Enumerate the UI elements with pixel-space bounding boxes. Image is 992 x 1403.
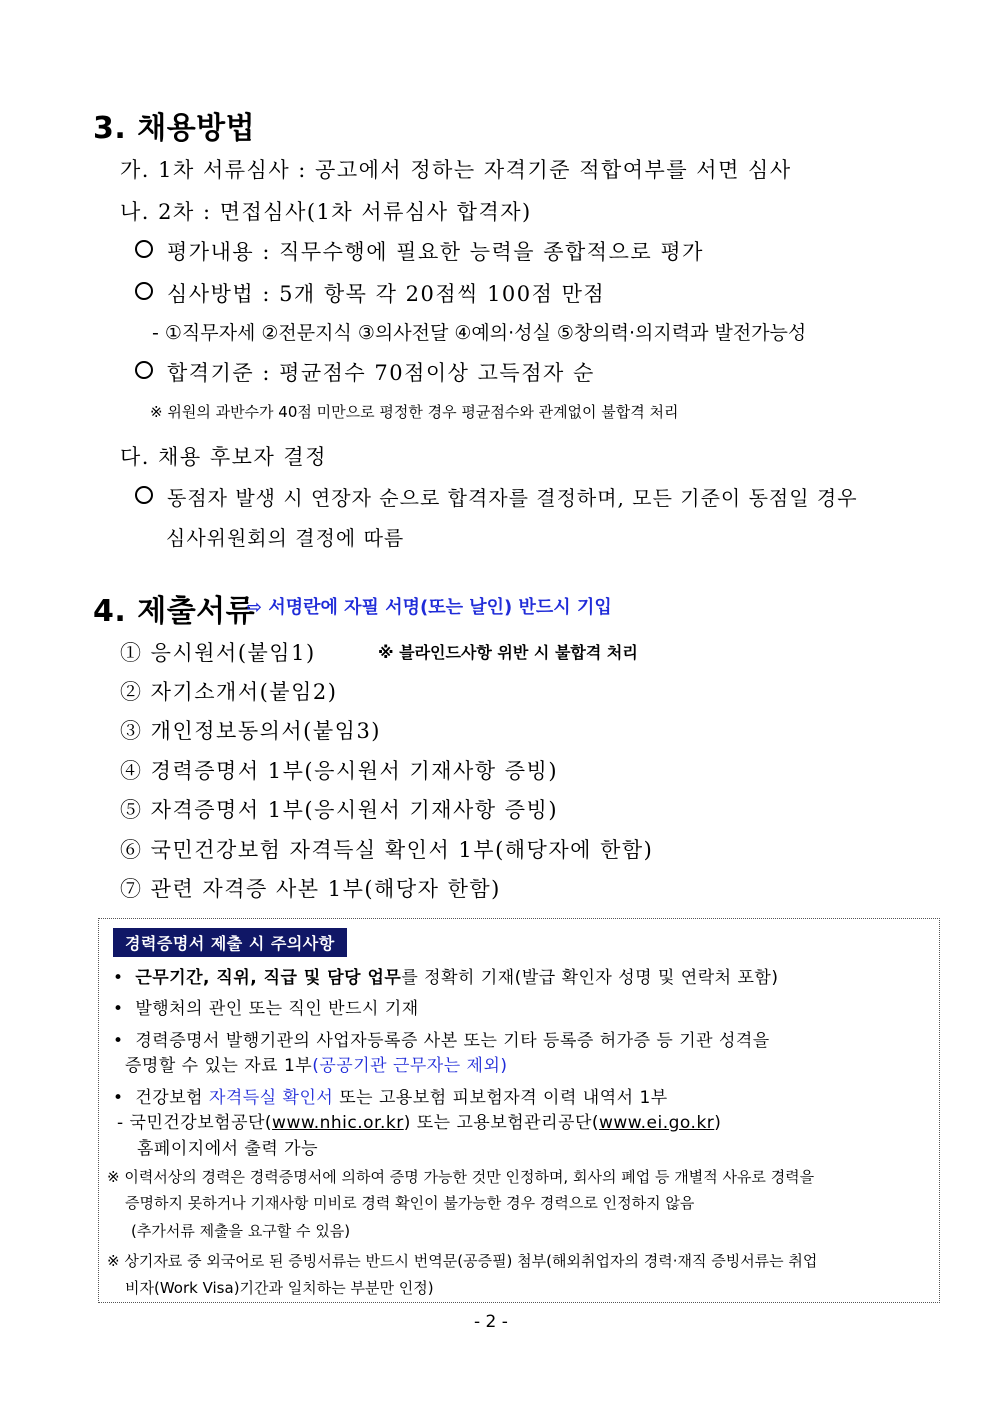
da-bullet [135,482,858,511]
notice-note-1-line1: ※ 이력서상의 경력은 경력증명서에 의하여 증명 가능한 것만 인정하며, 회사의 폐업 등 개별적 사유로 경력을 [107,1168,815,1186]
bullet-dot-icon: • [113,1031,136,1051]
na-bullet-evaluation [135,236,704,266]
notice-bullet-3-exclusion: (공공기관 근무자는 제외) [312,1056,508,1076]
doc-item-4: ④ 경력증명서 1부(응시원서 기재사항 증빙) [120,759,559,783]
pass-criteria-text: 합격기준 : 평균점수 70점이상 고득점자 순 [167,361,595,385]
section-3-item-ga: 가. 1차 서류심사 : 공고에서 정하는 자격기준 적합여부를 서면 심사 [120,158,792,182]
doc-item-3: ③ 개인정보동의서(붙임3) [120,719,381,743]
notice-bullet-3-line1: 경력증명서 발행기관의 사업자등록증 사본 또는 기타 등록증 허가증 등 기관 성격을 [135,1031,770,1051]
section-3-item-na: 나. 2차 : 면접심사(1차 서류심사 합격자) [120,200,532,224]
notice-dash-1-line2: 홈페이지에서 출력 가능 [137,1139,319,1159]
notice-dash-1-post: ) [714,1113,722,1133]
bullet-dot-icon: • [113,999,136,1019]
notice-bullet-3-cont [125,1051,508,1076]
doc-item-5: ⑤ 자격증명서 1부(응시원서 기재사항 증빙) [120,798,559,822]
notice-bullet-4-pre: 건강보험 [135,1088,209,1108]
notice-note-1-line2: 증명하지 못하거나 기재사항 미비로 경력 확인이 불가능한 경우 경력으로 인정하지 않음 [125,1194,695,1212]
doc-item-1: ① 응시원서(붙임1) [120,641,316,665]
nhic-link[interactable]: www.nhic.or.kr [272,1113,404,1133]
notice-bullet-2 [113,994,419,1019]
na-bullet-method-text: 심사방법 : 5개 항목 각 20점씩 100점 만점 [167,282,606,306]
section-4-title: 4. 제출서류 [93,594,256,629]
circle-bullet-icon [135,361,153,379]
da-bullet-line2: 심사위원회의 결정에 따름 [166,526,405,550]
bullet-dot-icon: • [113,1088,136,1108]
notice-note-1-line3: (추가서류 제출을 요구할 수 있음) [131,1222,351,1240]
notice-note-2-line1: ※ 상기자료 중 외국어로 된 증빙서류는 반드시 번역문(공증필) 첨부(해외취업자의 경력·재직 증빙서류는 취업 [107,1252,818,1270]
doc-item-6: ⑥ 국민건강보험 자격득실 확인서 1부(해당자에 한함) [120,838,654,862]
notice-bullet-3-line2: 증명할 수 있는 자료 1부 [125,1056,313,1076]
notice-bullet-3 [113,1026,770,1051]
notice-bullet-1 [113,963,778,988]
ei-link[interactable]: www.ei.go.kr [599,1113,715,1133]
circle-bullet-icon [135,282,153,300]
notice-dash-1-mid: ) 또는 고용보험관리공단( [403,1113,599,1133]
blind-note: ※ 블라인드사항 위반 시 불합격 처리 [378,643,638,662]
doc-item-2: ② 자기소개서(붙임2) [120,680,338,704]
page-number: - 2 - [474,1312,508,1332]
section-3-item-da: 다. 채용 후보자 결정 [120,445,327,469]
pass-criteria [135,357,595,387]
notice-dash-1-pre: - 국민건강보험공단( [117,1113,273,1133]
notice-bullet-4-post: 또는 고용보험 피보험자격 이력 내역서 1부 [333,1088,668,1108]
notice-dash-1 [117,1108,721,1133]
notice-bullet-4 [113,1083,668,1108]
doc-item-7: ⑦ 관련 자격증 사본 1부(해당자 한함) [120,877,501,901]
notice-bullet-4-highlight: 자격득실 확인서 [208,1088,334,1108]
notice-title: 경력증명서 제출 시 주의사항 [113,928,347,957]
na-bullet-method [135,278,605,308]
na-bullet-evaluation-text: 평가내용 : 직무수행에 필요한 능력을 종합적으로 평가 [167,240,704,264]
criteria-list: - ①직무자세 ②전문지식 ③의사전달 ④예의·성실 ⑤창의력·의지력과 발전가능성 [152,322,807,344]
da-bullet-line1: 동점자 발생 시 연장자 순으로 합격자를 결정하며, 모든 기준이 동점일 경우 [167,486,858,510]
notice-bullet-2-text: 발행처의 관인 또는 직인 반드시 기재 [135,999,419,1019]
circle-bullet-icon [135,486,153,504]
section-3-title: 3. 채용방법 [93,111,256,146]
career-certificate-notice-box [98,918,940,1303]
bullet-dot-icon: • [113,968,136,988]
notice-bullet-1-bold: 근무기간, 직위, 직급 및 담당 업무 [135,968,402,988]
circle-bullet-icon [135,240,153,258]
notice-bullet-1-rest: 를 정확히 기재(발급 확인자 성명 및 연락처 포함) [401,968,779,988]
notice-note-2-line2: 비자(Work Visa)기간과 일치하는 부분만 인정) [125,1279,434,1297]
signature-note: ⇨ 서명란에 자필 서명(또는 날인) 반드시 기입 [247,597,612,618]
pass-criteria-note: ※ 위원의 과반수가 40점 미만으로 평정한 경우 평균점수와 관계없이 불합격 처리 [150,403,679,421]
